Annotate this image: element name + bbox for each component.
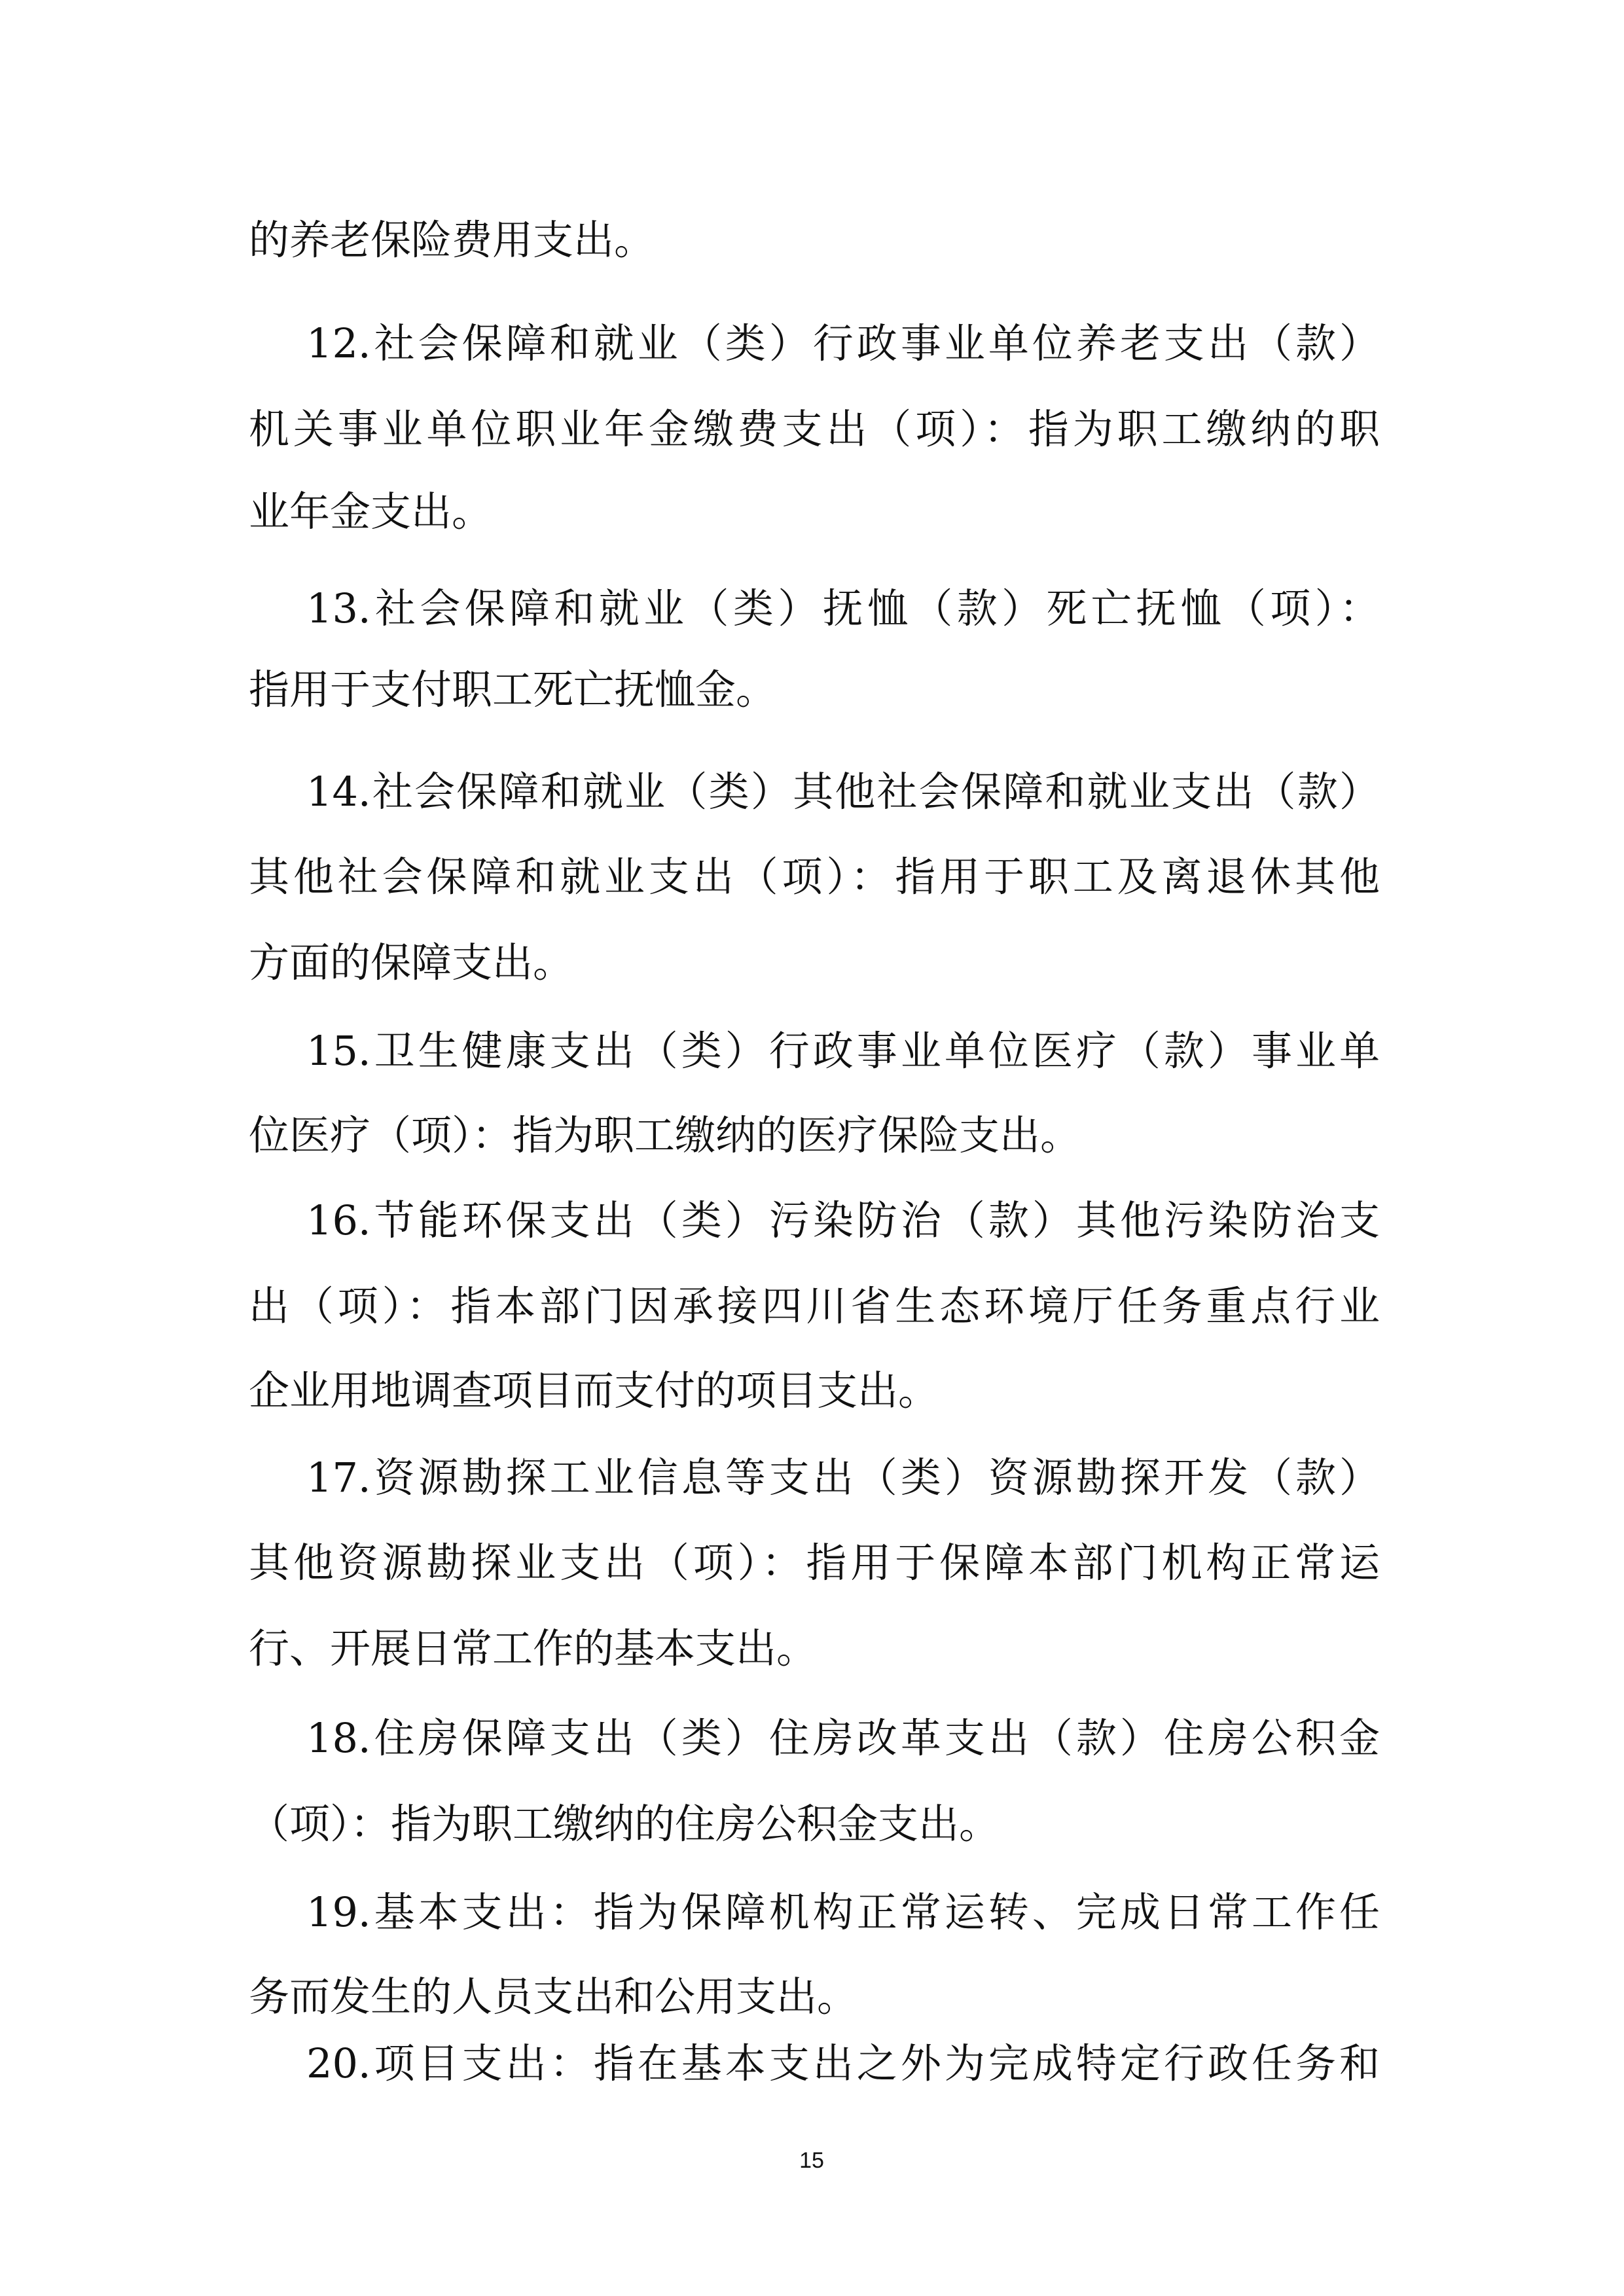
paragraph-12-line-3: 业年金支出。: [249, 488, 493, 535]
paragraph-14-line-1: 14.社会保障和就业（类）其他社会保障和就业支出（款）: [306, 768, 1380, 816]
paragraph-14-line-3: 方面的保障支出。: [249, 939, 574, 986]
paragraph-14-line-2: 其他社会保障和就业支出（项）：指用于职工及离退休其他: [249, 853, 1380, 901]
paragraph-17-line-2: 其他资源勘探业支出（项）：指用于保障本部门机构正常运: [249, 1539, 1380, 1587]
paragraph-17-line-3: 行、开展日常工作的基本支出。: [249, 1624, 818, 1672]
paragraph-16-line-2: 出（项）：指本部门因承接四川省生态环境厅任务重点行业: [249, 1282, 1380, 1330]
paragraph-18-line-2: （项）：指为职工缴纳的住房公积金支出。: [249, 1800, 1000, 1848]
paragraph-19-line-1: 19.基本支出：指为保障机构正常运转、完成日常工作任: [306, 1888, 1380, 1936]
paragraph-12-line-1: 12.社会保障和就业（类）行政事业单位养老支出（款）: [306, 319, 1380, 367]
paragraph-15-line-2: 位医疗（项）：指为职工缴纳的医疗保险支出。: [249, 1111, 1081, 1159]
paragraph-15-line-1: 15.卫生健康支出（类）行政事业单位医疗（款）事业单: [306, 1027, 1380, 1075]
paragraph-12-line-2: 机关事业单位职业年金缴费支出（项）：指为职工缴纳的职: [249, 405, 1380, 453]
paragraph-17-line-1: 17.资源勘探工业信息等支出（类）资源勘探开发（款）: [306, 1454, 1380, 1501]
paragraph-18-line-1: 18.住房保障支出（类）住房改革支出（款）住房公积金: [306, 1714, 1380, 1762]
paragraph-16-line-3: 企业用地调查项目而支付的项目支出。: [249, 1367, 939, 1414]
paragraph-13-line-1: 13.社会保障和就业（类）抚恤（款）死亡抚恤（项）：: [306, 584, 1380, 632]
paragraph-16-line-1: 16.节能环保支出（类）污染防治（款）其他污染防治支: [306, 1196, 1380, 1244]
page-number: 15: [799, 2148, 824, 2173]
paragraph-11-continuation-line-1: 的养老保险费用支出。: [249, 216, 655, 264]
paragraph-13-line-2: 指用于支付职工死亡抚恤金。: [249, 666, 777, 713]
paragraph-19-line-2: 务而发生的人员支出和公用支出。: [249, 1973, 858, 2020]
paragraph-20-line-1: 20.项目支出：指在基本支出之外为完成特定行政任务和: [306, 2039, 1380, 2087]
